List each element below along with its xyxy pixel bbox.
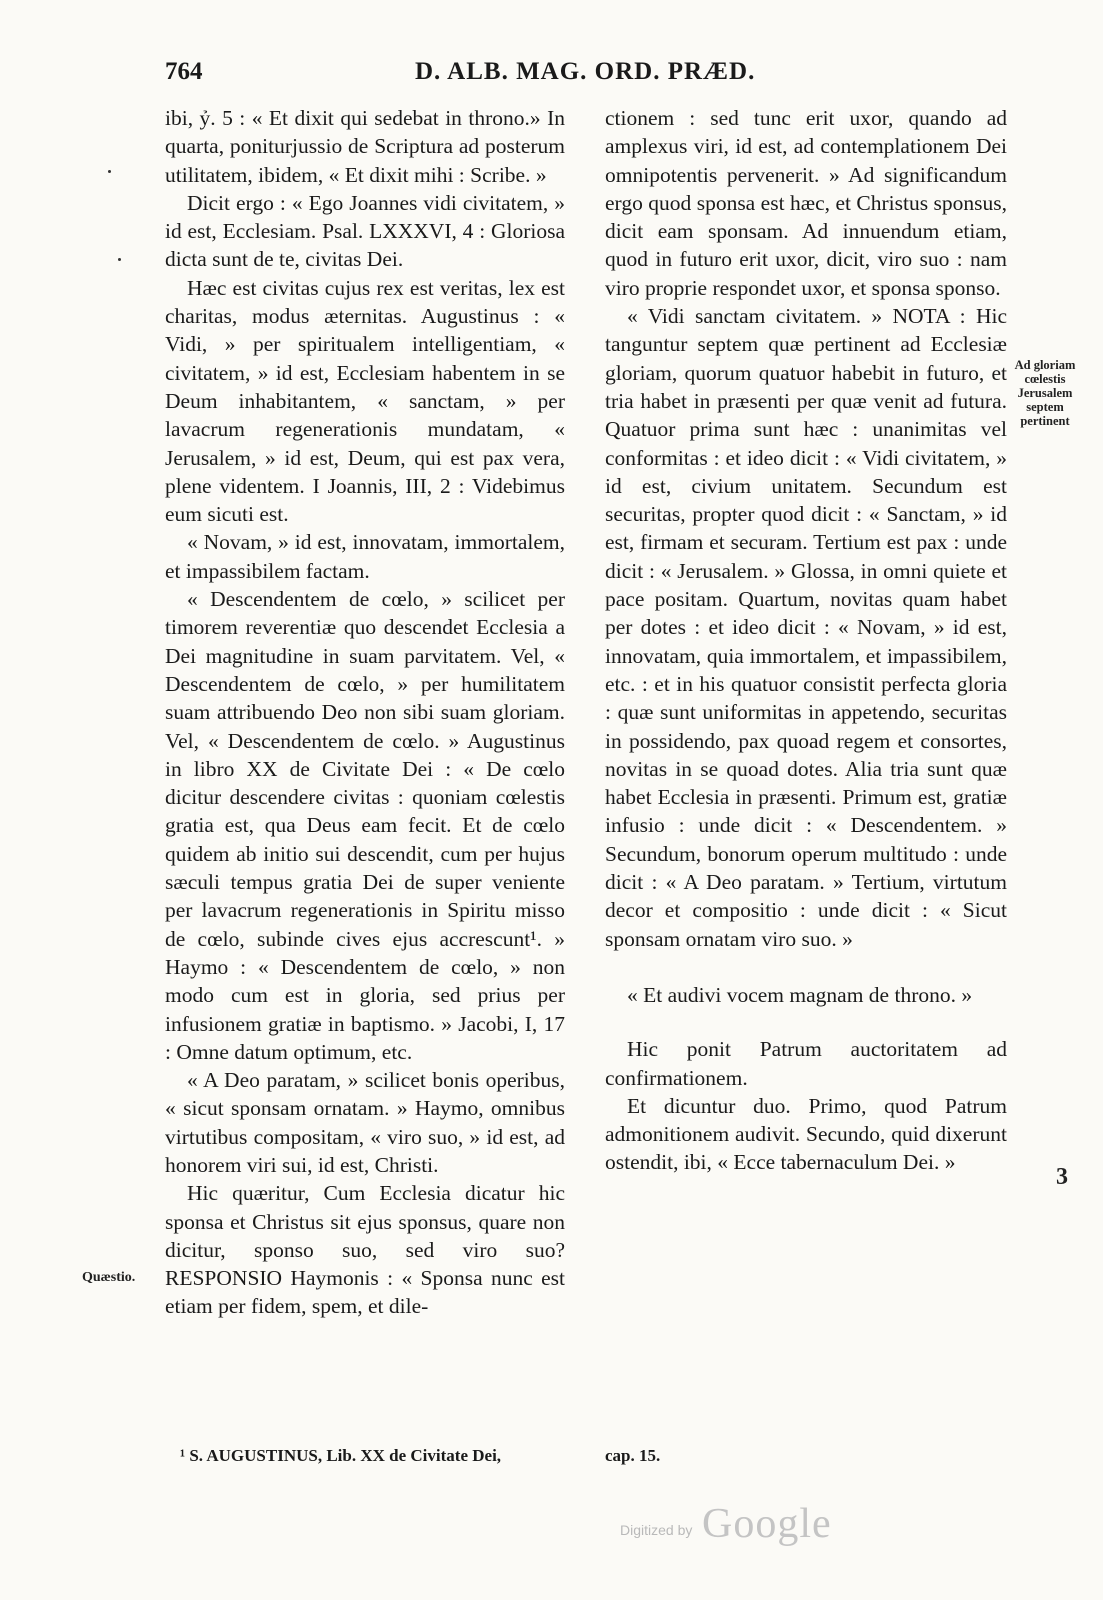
paragraph: « Novam, » id est, innovatam, immortalem, et impassibilem factam. <box>165 530 565 583</box>
page-header <box>165 58 1005 92</box>
watermark-prefix: Digitized by <box>620 1522 693 1538</box>
paragraph: « Descendentem de cœlo, » scilicet per timorem reverentiæ quo descendet Ecclesia a Dei magnitudine in suam parvitatem. Vel, « Descendentem de cœlo, » per humilitatem suam attribuendo Deo non sibi suam gloriam. Vel, « Descendentem de cœlo. » Augustinus in libro XX de Civitate Dei : « De cœlo dicitur descendere civitas : quoniam cœlestis gratia est, qua Deus eam fecit. Et de cœlo quidem ab initio sui descendit, cum per hujus sæculi tempus gratia Dei de super veniente per lavacrum regenerationis in Spiritu misso de cœlo, subinde cives ejus accrescunt¹. » Haymo : « Descendentem de cœlo, » non modo cum est in gloria, sed prius per infusionem gratiæ in baptismo. » Jacobi, I, 17 : Omne datum optimum, etc. <box>165 587 565 1064</box>
page-number: 764 <box>165 58 203 85</box>
verse-number: 3 <box>1056 1164 1068 1190</box>
footnote-continuation: cap. 15. <box>605 1446 661 1465</box>
left-column <box>165 104 565 1321</box>
footnote: ¹ S. AUGUSTINUS, Lib. XX de Civitate Dei, <box>180 1446 502 1465</box>
paragraph: « Vidi sanctam civitatem. » NOTA : Hic tanguntur septem quæ pertinent ad Ecclesiæ gloriam, quorum quatuor habebit in futuro, et tria habet in præsenti per quæ venit ad futura. Quatuor prima sunt hæc : unanimitas vel conformitas : et ideo dicit : « Vidi civitatem, » id est, civium unitatem. Secundum est securitas, propter quod dicit : « Sanctam, » id est, firmam et securam. Tertium est pax : unde dicit : « Jerusalem. » Glossa, in omni quiete et pace positam. Quartum, novitas quam habet per dotes : et ideo dicit : « Novam, » id est, innovatam, quia immortalem, et impassibilem, etc. : et in his quatuor consistit perfecta gloria : quæ sunt uniformitas in appetendo, securitas in possidendo, pax quoad regem et consortes, novitas in se quoad dotes. Alia tria sunt quæ habet Ecclesia in præsenti. Primum est, gratiæ infusio : unde dicit : « Descendentem. » Secundum, bonorum operum multitudo : unde dicit : « A Deo paratam. » Tertium, virtutum decor et compositio : unde dicit : « Sicut sponsam ornatam viro suo. » <box>605 304 1007 951</box>
running-head: D. ALB. MAG. ORD. PRÆD. <box>415 58 756 85</box>
paragraph: Et dicuntur duo. Primo, quod Patrum admonitionem audivit. Secundo, quid dixerunt ostendit, ibi, « Ecce tabernaculum Dei. » <box>605 1093 1007 1175</box>
right-column <box>605 104 1007 1177</box>
paragraph: Hic quæritur, Cum Ecclesia dicatur hic sponsa et Christus sit ejus sponsus, quare non dicitur, sponso suo, sed viro suo? RESPONSIO Haymonis : « Sponsa nunc est etiam per fidem, spem, et dile- <box>165 1181 565 1319</box>
margin-note-right: Ad gloriam cœlestis Jerusalem septem pertinent <box>1014 358 1076 428</box>
digitized-watermark <box>620 1500 840 1550</box>
paragraph: ibi, ỷ. 5 : « Et dixit qui sedebat in throno.» In quarta, poniturjussio de Scriptura ad posterum utilitatem, ibidem, « Et dixit mihi : Scribe. » <box>165 106 565 187</box>
paragraph: Hæc est civitas cujus rex est veritas, lex est charitas, modus æternitas. Augustinus : « Vidi, » per spiritualem intelligentiam, « civitatem, » id est, Ecclesiam habentem in se Deum inhabitantem, « sanctam, » per lavacrum regenerationis mundatam, « Jerusalem, » id est, Deum, qui est pax vera, plene videntem. I Joannis, III, 2 : Videbimus eum sicuti est. <box>165 275 565 527</box>
paragraph: Hic ponit Patrum auctoritatem ad confirmationem. <box>605 1037 1007 1090</box>
verse-heading: « Et audivi vocem magnam de throno. » <box>627 982 973 1007</box>
google-logo: Google <box>702 1501 832 1547</box>
paragraph: « A Deo paratam, » scilicet bonis operibus, « sicut sponsam ornatam. » Haymo, omnibus virtutibus compositam, « viro suo, » id est, ad honorem viri sui, id est, Christi. <box>165 1068 565 1177</box>
print-speck <box>108 170 111 173</box>
margin-note-questio: Quæstio. <box>82 1270 136 1285</box>
print-speck <box>118 258 121 261</box>
paragraph: ctionem : sed tunc erit uxor, quando ad amplexus viri, id est, ad contemplationem Dei omnipotentis pervenerit. » Ad significandum ergo quod sponsa est hæc, et Christus sponsus, dicit eam sponsam. Ad innuendum etiam, quod in futuro erit uxor, dicit, viro suo : nam viro proprie respondet uxor, et sponsa sponso. <box>605 106 1007 300</box>
paragraph: Dicit ergo : « Ego Joannes vidi civitatem, » id est, Ecclesiam. Psal. LXXXVI, 4 : Gloriosa dicta sunt de te, civitas Dei. <box>165 190 565 272</box>
